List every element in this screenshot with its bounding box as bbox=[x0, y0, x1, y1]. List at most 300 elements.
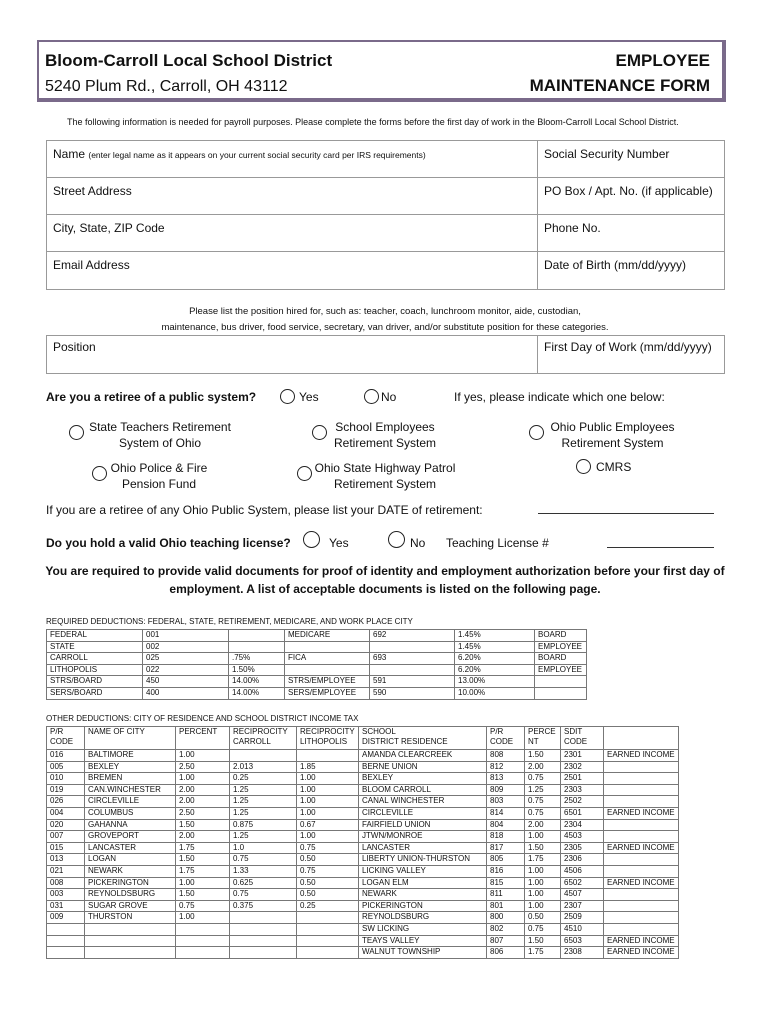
table-cell: 400 bbox=[143, 687, 229, 699]
table-cell bbox=[85, 935, 176, 947]
table-cell bbox=[297, 750, 359, 762]
table-cell: 1.00 bbox=[525, 865, 561, 877]
first-day-field[interactable]: First Day of Work (mm/dd/yyyy) bbox=[537, 336, 726, 373]
table-cell bbox=[230, 935, 297, 947]
other-deduction-row bbox=[47, 900, 679, 912]
table-cell: 0.625 bbox=[230, 877, 297, 889]
table-cell: 6502 bbox=[561, 877, 604, 889]
table-cell: 021 bbox=[47, 865, 85, 877]
table-cell: PICKERINGTON bbox=[359, 900, 487, 912]
table-cell: 0.75 bbox=[176, 900, 230, 912]
table-cell: 814 bbox=[487, 807, 525, 819]
table-cell: 14.00% bbox=[229, 676, 285, 688]
header-box bbox=[37, 40, 726, 102]
field-row-email[interactable] bbox=[47, 252, 724, 289]
table-cell: EARNED INCOME bbox=[604, 877, 679, 889]
table-cell: 005 bbox=[47, 761, 85, 773]
table-cell: 0.375 bbox=[230, 900, 297, 912]
table-cell: 007 bbox=[47, 831, 85, 843]
district-name: Bloom-Carroll Local School District bbox=[45, 51, 333, 70]
column-header: PERCENT bbox=[176, 727, 230, 750]
table-cell: LICKING VALLEY bbox=[359, 865, 487, 877]
table-cell: 1.00 bbox=[525, 900, 561, 912]
table-cell: COLUMBUS bbox=[85, 807, 176, 819]
table-cell: 004 bbox=[47, 807, 85, 819]
other-deduction-row bbox=[47, 842, 679, 854]
district-address: 5240 Plum Rd., Carroll, OH 43112 bbox=[45, 78, 288, 95]
table-cell: 811 bbox=[487, 889, 525, 901]
table-cell: 025 bbox=[143, 653, 229, 665]
dob-field[interactable]: Date of Birth (mm/dd/yyyy) bbox=[537, 252, 726, 289]
table-cell: 1.00 bbox=[297, 796, 359, 808]
license-yes-label: Yes bbox=[329, 536, 349, 550]
table-cell: AMANDA CLEARCREEK bbox=[359, 750, 487, 762]
table-cell bbox=[604, 761, 679, 773]
table-cell: 2509 bbox=[561, 912, 604, 924]
table-cell: EARNED INCOME bbox=[604, 935, 679, 947]
table-cell: 4510 bbox=[561, 923, 604, 935]
table-cell: 0.50 bbox=[297, 854, 359, 866]
cmrs-label: CMRS bbox=[596, 460, 632, 474]
table-cell bbox=[604, 912, 679, 924]
table-cell: THURSTON bbox=[85, 912, 176, 924]
table-cell: LOGAN ELM bbox=[359, 877, 487, 889]
table-cell: WALNUT TOWNSHIP bbox=[359, 947, 487, 959]
street-address-field[interactable]: Street Address bbox=[53, 184, 132, 198]
table-cell: 1.50 bbox=[525, 935, 561, 947]
column-header: P/R CODE bbox=[487, 727, 525, 750]
table-cell: 016 bbox=[47, 750, 85, 762]
table-cell: LITHOPOLIS bbox=[47, 664, 143, 676]
table-cell: SERS/EMPLOYEE bbox=[285, 687, 370, 699]
retiree-no-radio[interactable] bbox=[364, 389, 379, 404]
table-cell: 450 bbox=[143, 676, 229, 688]
table-cell: 1.25 bbox=[230, 784, 297, 796]
name-field[interactable] bbox=[53, 147, 426, 161]
retiree-yes-radio[interactable] bbox=[280, 389, 295, 404]
table-cell bbox=[229, 641, 285, 653]
table-cell: CIRCLEVILLE bbox=[85, 796, 176, 808]
field-row-position[interactable] bbox=[47, 336, 724, 373]
table-cell: 1.00 bbox=[297, 784, 359, 796]
table-cell bbox=[176, 935, 230, 947]
table-cell: 693 bbox=[370, 653, 455, 665]
table-cell bbox=[297, 947, 359, 959]
intro-text: The following information is needed for payroll purposes. Please complete the forms before the first day of work in the Bloom-Carroll Local School District. bbox=[67, 117, 679, 127]
position-note-1: Please list the position hired for, such as: teacher, coach, lunchroom monitor, aide, custodian, bbox=[189, 306, 581, 317]
table-cell bbox=[230, 750, 297, 762]
table-cell: 1.25 bbox=[230, 831, 297, 843]
table-cell: 1.45% bbox=[455, 641, 535, 653]
table-cell bbox=[370, 664, 455, 676]
table-cell: LIBERTY UNION-THURSTON bbox=[359, 854, 487, 866]
table-cell: 1.00 bbox=[525, 831, 561, 843]
table-cell: 010 bbox=[47, 773, 85, 785]
table-cell: BEXLEY bbox=[359, 773, 487, 785]
table-cell: EARNED INCOME bbox=[604, 750, 679, 762]
other-deduction-row bbox=[47, 773, 679, 785]
table-cell: 020 bbox=[47, 819, 85, 831]
table-cell bbox=[297, 935, 359, 947]
form-title-employee: EMPLOYEE bbox=[615, 51, 710, 70]
table-cell: .75% bbox=[229, 653, 285, 665]
table-cell bbox=[229, 630, 285, 642]
ssn-field[interactable]: Social Security Number bbox=[537, 141, 726, 177]
table-cell bbox=[604, 831, 679, 843]
other-deduction-row bbox=[47, 877, 679, 889]
table-cell: EMPLOYEE bbox=[535, 641, 587, 653]
table-cell: 590 bbox=[370, 687, 455, 699]
table-cell: NEWARK bbox=[85, 865, 176, 877]
table-cell: 009 bbox=[47, 912, 85, 924]
table-cell: 2308 bbox=[561, 947, 604, 959]
table-cell: 022 bbox=[143, 664, 229, 676]
table-cell: 2.00 bbox=[176, 831, 230, 843]
table-cell: BOARD bbox=[535, 630, 587, 642]
retirement-date-question: If you are a retiree of any Ohio Public System, please list your DATE of retirement: bbox=[46, 503, 483, 517]
notice-line-2: employment. A list of acceptable documents is listed on the following page. bbox=[169, 582, 601, 596]
position-grid bbox=[46, 335, 725, 374]
personal-info-grid bbox=[46, 140, 725, 290]
table-cell: TEAYS VALLEY bbox=[359, 935, 487, 947]
column-header: P/R CODE bbox=[47, 727, 85, 750]
table-cell: CANAL WINCHESTER bbox=[359, 796, 487, 808]
table-cell: 1.50 bbox=[176, 889, 230, 901]
column-header bbox=[604, 727, 679, 750]
other-deduction-row bbox=[47, 935, 679, 947]
table-cell: BALTIMORE bbox=[85, 750, 176, 762]
table-cell: 803 bbox=[487, 796, 525, 808]
other-deduction-row bbox=[47, 854, 679, 866]
table-cell: 0.67 bbox=[297, 819, 359, 831]
name-label: Name bbox=[53, 147, 86, 161]
table-cell: 1.75 bbox=[176, 842, 230, 854]
table-cell: 1.50 bbox=[525, 842, 561, 854]
table-cell: NEWARK bbox=[359, 889, 487, 901]
table-cell: 2302 bbox=[561, 761, 604, 773]
table-cell: 4507 bbox=[561, 889, 604, 901]
table-cell: LOGAN bbox=[85, 854, 176, 866]
table-cell: 1.00 bbox=[525, 889, 561, 901]
other-deduction-row bbox=[47, 796, 679, 808]
table-cell: 008 bbox=[47, 877, 85, 889]
table-cell: 2301 bbox=[561, 750, 604, 762]
other-deduction-row bbox=[47, 865, 679, 877]
table-cell: 0.25 bbox=[230, 773, 297, 785]
name-note: (enter legal name as it appears on your current social security card per IRS requirements) bbox=[88, 150, 426, 160]
table-cell bbox=[604, 773, 679, 785]
table-cell: 800 bbox=[487, 912, 525, 924]
table-cell: 807 bbox=[487, 935, 525, 947]
table-cell: 0.50 bbox=[525, 912, 561, 924]
table-cell: GROVEPORT bbox=[85, 831, 176, 843]
table-cell: 1.45% bbox=[455, 630, 535, 642]
other-deductions-table bbox=[46, 726, 679, 959]
license-question: Do you hold a valid Ohio teaching license? bbox=[46, 536, 291, 550]
table-cell: EMPLOYEE bbox=[535, 664, 587, 676]
table-cell: 1.0 bbox=[230, 842, 297, 854]
po-box-field[interactable]: PO Box / Apt. No. (if applicable) bbox=[537, 178, 726, 214]
table-cell: 2.00 bbox=[525, 761, 561, 773]
table-cell: SUGAR GROVE bbox=[85, 900, 176, 912]
table-cell: STRS/BOARD bbox=[47, 676, 143, 688]
table-cell: 0.50 bbox=[297, 877, 359, 889]
table-cell: 0.75 bbox=[230, 889, 297, 901]
table-cell: 1.25 bbox=[525, 784, 561, 796]
column-header: NAME OF CITY bbox=[85, 727, 176, 750]
table-cell: 1.33 bbox=[230, 865, 297, 877]
other-deduction-row bbox=[47, 819, 679, 831]
table-cell: 14.00% bbox=[229, 687, 285, 699]
license-yes-radio[interactable] bbox=[303, 531, 320, 548]
table-cell: LANCASTER bbox=[85, 842, 176, 854]
table-cell: 2304 bbox=[561, 819, 604, 831]
other-deduction-row bbox=[47, 889, 679, 901]
table-cell: CIRCLEVILLE bbox=[359, 807, 487, 819]
table-cell: 1.50 bbox=[525, 750, 561, 762]
table-cell: 805 bbox=[487, 854, 525, 866]
table-cell: FAIRFIELD UNION bbox=[359, 819, 487, 831]
license-no-label: No bbox=[410, 536, 426, 550]
table-cell: 808 bbox=[487, 750, 525, 762]
table-cell: FEDERAL bbox=[47, 630, 143, 642]
table-cell: 813 bbox=[487, 773, 525, 785]
table-cell: 1.50% bbox=[229, 664, 285, 676]
column-header: PERCE NT bbox=[525, 727, 561, 750]
field-row-street[interactable] bbox=[47, 178, 724, 215]
notice-line-1: You are required to provide valid documents for proof of identity and employment authorization before your first day of bbox=[45, 564, 725, 578]
table-cell: 0.75 bbox=[297, 842, 359, 854]
table-cell: 1.00 bbox=[176, 912, 230, 924]
retiree-which-label: If yes, please indicate which one below: bbox=[454, 390, 665, 404]
retiree-question: Are you a retiree of a public system? bbox=[46, 390, 257, 404]
city-state-zip-field[interactable]: City, State, ZIP Code bbox=[53, 221, 165, 235]
table-cell: JTWN/MONROE bbox=[359, 831, 487, 843]
table-cell bbox=[285, 641, 370, 653]
table-cell: 2502 bbox=[561, 796, 604, 808]
table-cell: MEDICARE bbox=[285, 630, 370, 642]
table-cell: 815 bbox=[487, 877, 525, 889]
retiree-no-label: No bbox=[381, 390, 397, 404]
table-cell: 0.75 bbox=[525, 796, 561, 808]
required-deduction-row bbox=[47, 676, 587, 688]
other-deduction-row bbox=[47, 923, 679, 935]
table-cell: 031 bbox=[47, 900, 85, 912]
table-cell: 818 bbox=[487, 831, 525, 843]
table-cell bbox=[370, 641, 455, 653]
table-cell bbox=[297, 912, 359, 924]
column-header: SCHOOL DISTRICT RESIDENCE bbox=[359, 727, 487, 750]
table-cell: 6501 bbox=[561, 807, 604, 819]
table-cell bbox=[285, 664, 370, 676]
table-cell: 001 bbox=[143, 630, 229, 642]
table-cell: 817 bbox=[487, 842, 525, 854]
sers-label: School Employees Retirement System bbox=[333, 420, 437, 450]
table-cell: 10.00% bbox=[455, 687, 535, 699]
table-cell: 1.25 bbox=[230, 807, 297, 819]
table-cell: CAN.WINCHESTER bbox=[85, 784, 176, 796]
table-cell: 002 bbox=[143, 641, 229, 653]
table-cell bbox=[230, 947, 297, 959]
field-row-name[interactable] bbox=[47, 141, 724, 178]
table-cell: 2.00 bbox=[176, 784, 230, 796]
other-deduction-row bbox=[47, 750, 679, 762]
required-deduction-row bbox=[47, 687, 587, 699]
table-cell: 0.75 bbox=[297, 865, 359, 877]
table-cell: 2501 bbox=[561, 773, 604, 785]
license-no-radio[interactable] bbox=[388, 531, 405, 548]
table-cell bbox=[604, 900, 679, 912]
table-cell: SERS/BOARD bbox=[47, 687, 143, 699]
table-cell bbox=[230, 912, 297, 924]
required-deduction-row bbox=[47, 653, 587, 665]
table-cell bbox=[604, 865, 679, 877]
table-cell: 1.00 bbox=[297, 773, 359, 785]
table-cell: 692 bbox=[370, 630, 455, 642]
table-cell bbox=[604, 854, 679, 866]
form-title-maintenance: MAINTENANCE FORM bbox=[529, 76, 710, 95]
table-cell bbox=[297, 923, 359, 935]
other-deduction-row bbox=[47, 807, 679, 819]
table-cell: 802 bbox=[487, 923, 525, 935]
required-deduction-row bbox=[47, 630, 587, 642]
table-cell: 2.00 bbox=[525, 819, 561, 831]
table-cell bbox=[47, 947, 85, 959]
table-cell: STRS/EMPLOYEE bbox=[285, 676, 370, 688]
table-cell: 1.00 bbox=[176, 773, 230, 785]
phone-field[interactable]: Phone No. bbox=[537, 215, 726, 251]
table-cell: 026 bbox=[47, 796, 85, 808]
table-cell: 804 bbox=[487, 819, 525, 831]
table-cell: 2303 bbox=[561, 784, 604, 796]
table-cell bbox=[535, 676, 587, 688]
table-cell: 1.00 bbox=[176, 877, 230, 889]
other-deduction-row bbox=[47, 784, 679, 796]
table-cell: STATE bbox=[47, 641, 143, 653]
table-cell: 13.00% bbox=[455, 676, 535, 688]
column-header: RECIPROCITY CARROLL bbox=[230, 727, 297, 750]
retirement-date-line[interactable] bbox=[538, 513, 714, 514]
table-cell bbox=[85, 947, 176, 959]
table-cell: 2.50 bbox=[176, 761, 230, 773]
table-cell bbox=[47, 935, 85, 947]
table-cell: CARROLL bbox=[47, 653, 143, 665]
table-cell: 6.20% bbox=[455, 653, 535, 665]
position-field[interactable]: Position bbox=[53, 340, 96, 354]
table-cell: 4503 bbox=[561, 831, 604, 843]
table-cell: 1.50 bbox=[176, 819, 230, 831]
other-deductions-header-row bbox=[47, 727, 679, 750]
table-cell bbox=[604, 819, 679, 831]
strs-label: State Teachers Retirement System of Ohio bbox=[89, 420, 231, 450]
table-cell: 003 bbox=[47, 889, 85, 901]
table-cell: 2306 bbox=[561, 854, 604, 866]
table-cell: EARNED INCOME bbox=[604, 842, 679, 854]
field-row-city[interactable] bbox=[47, 215, 724, 252]
required-deduction-row bbox=[47, 641, 587, 653]
table-cell: 6.20% bbox=[455, 664, 535, 676]
table-cell: 1.75 bbox=[525, 947, 561, 959]
table-cell: 812 bbox=[487, 761, 525, 773]
table-cell: 6503 bbox=[561, 935, 604, 947]
license-number-line[interactable] bbox=[607, 547, 714, 548]
table-cell: 1.75 bbox=[176, 865, 230, 877]
table-cell: 0.875 bbox=[230, 819, 297, 831]
table-cell: GAHANNA bbox=[85, 819, 176, 831]
table-cell: REYNOLDSBURG bbox=[359, 912, 487, 924]
other-deductions-title: OTHER DEDUCTIONS: CITY OF RESIDENCE AND SCHOOL DISTRICT INCOME TAX bbox=[46, 714, 359, 723]
email-field[interactable]: Email Address bbox=[53, 258, 130, 272]
table-cell: LANCASTER bbox=[359, 842, 487, 854]
table-cell: 2307 bbox=[561, 900, 604, 912]
table-cell bbox=[604, 784, 679, 796]
table-cell: 0.75 bbox=[230, 854, 297, 866]
license-number-label: Teaching License # bbox=[446, 536, 549, 550]
table-cell: 0.50 bbox=[297, 889, 359, 901]
required-deductions-title: REQUIRED DEDUCTIONS: FEDERAL, STATE, RETIREMENT, MEDICARE, AND WORK PLACE CITY bbox=[46, 617, 413, 626]
table-cell bbox=[535, 687, 587, 699]
table-cell: BOARD bbox=[535, 653, 587, 665]
required-deductions-table bbox=[46, 629, 587, 700]
table-cell: 019 bbox=[47, 784, 85, 796]
table-cell: BEXLEY bbox=[85, 761, 176, 773]
table-cell: 816 bbox=[487, 865, 525, 877]
table-cell: 1.85 bbox=[297, 761, 359, 773]
table-cell: 0.75 bbox=[525, 923, 561, 935]
table-cell: PICKERINGTON bbox=[85, 877, 176, 889]
table-cell: 0.75 bbox=[525, 773, 561, 785]
table-cell bbox=[47, 923, 85, 935]
table-cell bbox=[604, 889, 679, 901]
table-cell bbox=[230, 923, 297, 935]
column-header: RECIPROCITY LITHOPOLIS bbox=[297, 727, 359, 750]
table-cell bbox=[176, 923, 230, 935]
opers-label: Ohio Public Employees Retirement System bbox=[550, 420, 675, 450]
table-cell: BERNE UNION bbox=[359, 761, 487, 773]
other-deduction-row bbox=[47, 947, 679, 959]
table-cell bbox=[176, 947, 230, 959]
table-cell: 0.75 bbox=[525, 807, 561, 819]
position-note-2: maintenance, bus driver, food service, secretary, van driver, and/or substitute position for these categories. bbox=[161, 322, 609, 333]
table-cell: 1.75 bbox=[525, 854, 561, 866]
table-cell: 2.50 bbox=[176, 807, 230, 819]
column-header: SDIT CODE bbox=[561, 727, 604, 750]
table-cell: 2.00 bbox=[176, 796, 230, 808]
cmrs-radio[interactable] bbox=[576, 459, 591, 474]
table-cell: EARNED INCOME bbox=[604, 807, 679, 819]
table-cell: 1.00 bbox=[297, 831, 359, 843]
table-cell: 806 bbox=[487, 947, 525, 959]
table-cell: 013 bbox=[47, 854, 85, 866]
table-cell: REYNOLDSBURG bbox=[85, 889, 176, 901]
table-cell: 0.25 bbox=[297, 900, 359, 912]
table-cell: BREMEN bbox=[85, 773, 176, 785]
police-fire-label: Ohio Police & Fire Pension Fund bbox=[110, 461, 208, 491]
table-cell: 1.00 bbox=[525, 877, 561, 889]
table-cell: 2305 bbox=[561, 842, 604, 854]
table-cell: 1.00 bbox=[297, 807, 359, 819]
required-deduction-row bbox=[47, 664, 587, 676]
table-cell: 1.00 bbox=[176, 750, 230, 762]
table-cell: BLOOM CARROLL bbox=[359, 784, 487, 796]
table-cell bbox=[604, 923, 679, 935]
table-cell: 809 bbox=[487, 784, 525, 796]
table-cell bbox=[85, 923, 176, 935]
table-cell: 1.50 bbox=[176, 854, 230, 866]
retiree-yes-label: Yes bbox=[299, 390, 319, 404]
highway-patrol-label: Ohio State Highway Patrol Retirement System bbox=[314, 461, 456, 491]
other-deduction-row bbox=[47, 831, 679, 843]
